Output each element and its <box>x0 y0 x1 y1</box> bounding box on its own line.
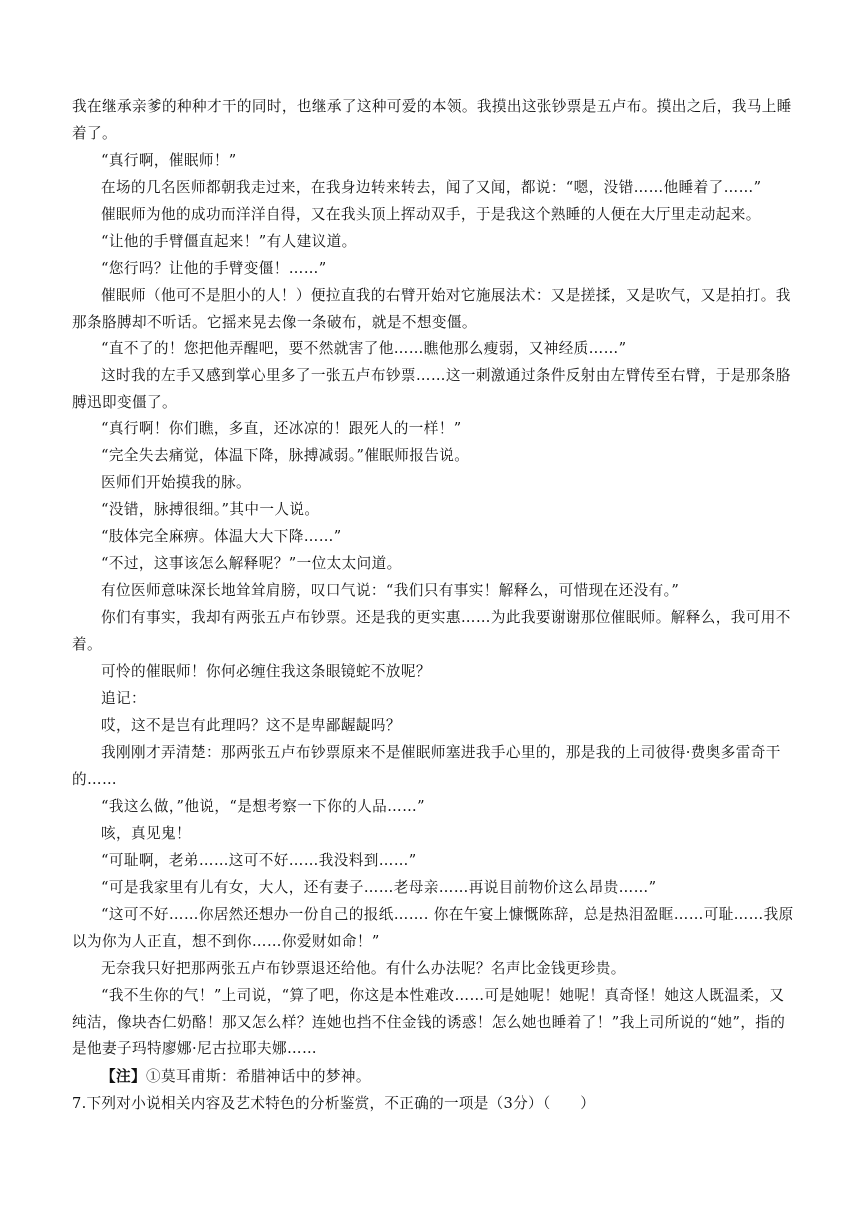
paragraph: 咳，真见鬼！ <box>101 825 191 842</box>
paragraph: “直不了的！您把他弄醒吧，要不然就害了他……瞧他那么瘦弱，又神经质……” <box>101 340 627 357</box>
paragraph: “不过，这事该怎么解释呢？”一位太太问道。 <box>101 555 402 572</box>
paragraph: “您行吗？让他的手臂变僵！……” <box>101 260 327 277</box>
paragraph: “真行啊！你们瞧，多直，还冰凉的！跟死人的一样！” <box>101 420 462 437</box>
paragraph: “可是我家里有儿有女，大人，还有妻子……老母亲……再说目前物价这么昂贵……” <box>101 879 657 896</box>
paragraph: 我在继承亲爹的种种才干的同时，也继承了这种可爱的本领。我摸出这张钞票是五卢布。摸出之后，我马上睡着了。 <box>72 98 792 142</box>
paragraph: “我不生你的气！”上司说，“算了吧，你这是本性难改……可是她呢！她呢！真奇怪！她这人既温柔，又纯洁，像块杏仁奶酪！那又怎么样？连她也挡不住金钱的诱惑！怎么她也睡着了！”我上司所说的“她”，指的是他妻子玛特廖娜·尼古拉耶夫娜…… <box>72 987 786 1057</box>
paragraph: 我刚刚才弄清楚：那两张五卢布钞票原来不是催眠师塞进我手心里的，那是我的上司彼得·费奥多雷奇干的…… <box>72 744 781 788</box>
question-7: 7.下列对小说相关内容及艺术特色的分析鉴赏，不正确的一项是（3分）（ ） <box>72 1095 596 1112</box>
paragraph: 催眠师（他可不是胆小的人！）便拉直我的右臂开始对它施展法术：又是搓揉，又是吹气，又是拍打。我那条胳膊却不听话。它摇来晃去像一条破布，就是不想变僵。 <box>72 287 791 331</box>
paragraph: 在场的几名医师都朝我走过来，在我身边转来转去，闻了又闻，都说：“嗯，没错……他睡着了……” <box>101 179 762 196</box>
paragraph: “肢体完全麻痹。体温大大下降……” <box>101 528 342 545</box>
paragraph: “这可不好……你居然还想办一份自己的报纸……. 你在午宴上慷慨陈辞，总是热泪盈眶……可耻……我原以为你为人正直，想不到你……你爱财如命！” <box>72 906 794 950</box>
paragraph: “可耻啊，老弟……这可不好……我没料到……” <box>101 852 417 869</box>
paragraph: 可怜的催眠师！你何必缠住我这条眼镜蛇不放呢？ <box>101 663 431 680</box>
paragraph: “让他的手臂僵直起来！”有人建议道。 <box>101 233 357 250</box>
footnote <box>72 1064 794 1091</box>
paragraph: 医师们开始摸我的脉。 <box>101 474 251 491</box>
paragraph: 这时我的左手又感到掌心里多了一张五卢布钞票……这一刺激通过条件反射由左臂传至右臂，于是那条胳膊迅即变僵了。 <box>72 367 791 411</box>
paragraph: 无奈我只好把那两张五卢布钞票退还给他。有什么办法呢？名声比金钱更珍贵。 <box>101 960 626 977</box>
paragraph: 催眠师为他的成功而洋洋自得，又在我头顶上挥动双手，于是我这个熟睡的人便在大厅里走动起来。 <box>101 206 761 223</box>
paragraph: 你们有事实，我却有两张五卢布钞票。还是我的更实惠……为此我要谢谢那位催眠师。解释么，我可用不着。 <box>72 609 791 653</box>
paragraph: 有位医师意味深长地耸耸肩膀，叹口气说：“我们只有事实！解释么，可惜现在还没有。” <box>101 582 680 599</box>
paragraph: 哎，这不是岂有此理吗？这不是卑鄙龌龊吗？ <box>101 717 401 734</box>
paragraph: 追记： <box>101 690 146 707</box>
paragraph: “真行啊，催眠师！” <box>101 152 237 169</box>
paragraph: “完全失去痛觉，体温下降，脉搏减弱。”催眠师报告说。 <box>101 447 470 464</box>
footnote-text: ①莫耳甫斯：希腊神话中的梦神。 <box>145 1068 371 1085</box>
paragraph: “我这么做，”他说，“是想考察一下你的人品……” <box>101 798 426 815</box>
paragraph: “没错，脉搏很细。”其中一人说。 <box>101 501 320 518</box>
footnote-tag: 【注】 <box>101 1068 146 1085</box>
